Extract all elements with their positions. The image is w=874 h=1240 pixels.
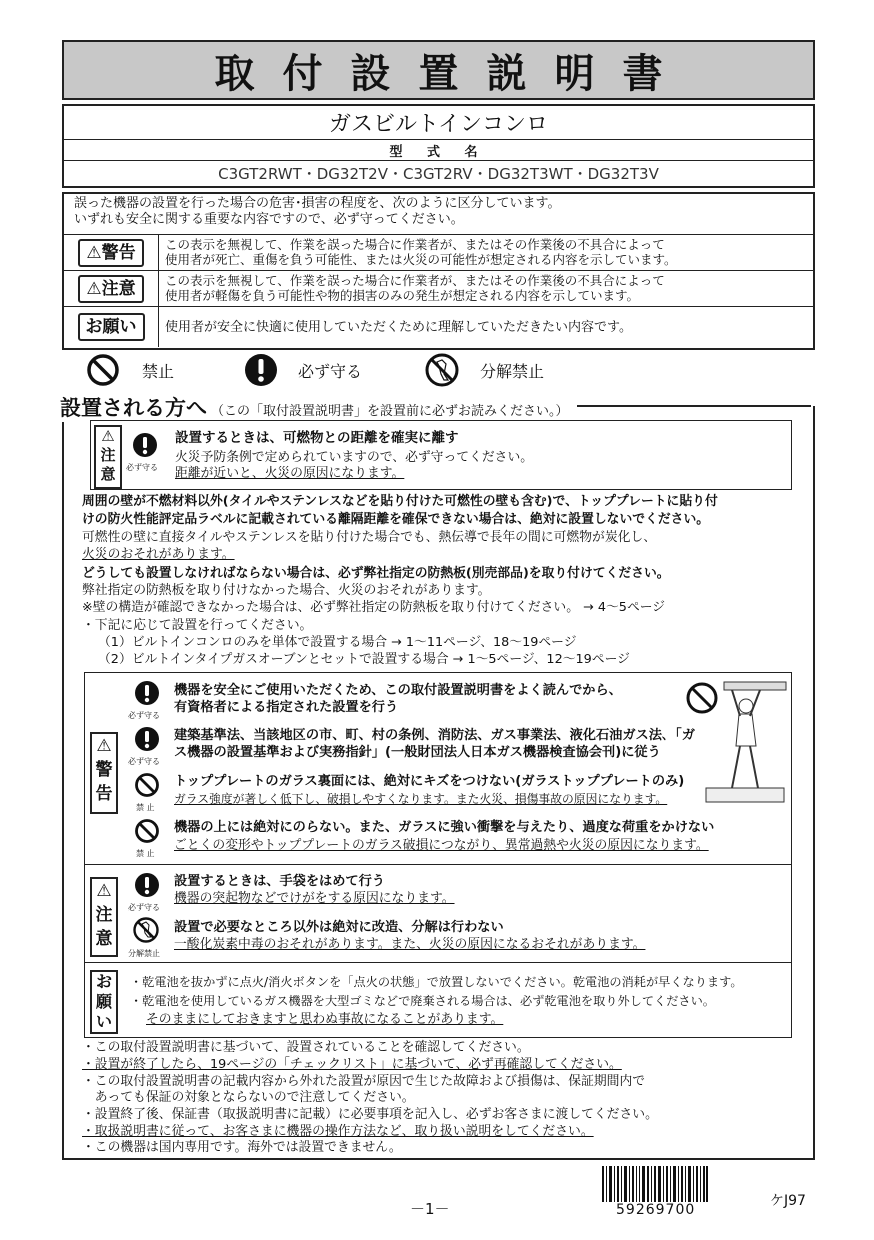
warning-3-line-1: トッププレートのガラス裏面には、絶対にキズをつけない(ガラストッププレートのみ) [174,774,685,789]
warning-label: ⚠警告 [78,239,143,267]
caution-vertical-label: ⚠ 注 意 [94,425,122,489]
prohibit-label: 禁止 [142,361,175,381]
footer-note-7: ・この機器は国内専用です。海外では設置できません。 [82,1140,402,1155]
divider [84,962,792,963]
document-title: 取付設置説明書 [214,50,691,97]
legend-row-caution: ⚠注意 この表示を無視して、作業を誤った場合に作業者が、またはその作業後の不具合によって 使用者が軽傷を負う可能性や物的損害のみの発生が想定される内容を示しています。 [64,270,813,306]
caution-line-2: 距離が近いと、火災の原因になります。 [175,466,405,481]
caution-heading: 設置するときは、可燃物との距離を確実に離す [175,430,459,446]
must-do-icon [244,353,278,387]
warning-1-line-2: 有資格者による指定された設置を行う [174,700,399,715]
model-list: C3GT2RWT・DG32T2V・C3GT2RV・DG32T3WT・DG32T3V [218,164,659,183]
must-do-icon [134,726,160,752]
legend-intro: 誤った機器の設置を行った場合の危害･損害の程度を、次のように区分しています。 いずれも安全に関する重要な内容ですので、必ず守ってください。 [74,196,561,227]
prohibit-icon [86,353,120,387]
document-title-box [62,40,815,100]
caution-2-item-2-line-2: 一酸化炭素中毒のおそれがあります。また、火災の原因になるおそれがあります。 [174,937,646,952]
footer-note-3: ・この取付設置説明書の記載内容から外れた設置が原因で生じた故障および損傷は、保証期間内で [82,1074,646,1089]
wall-note-bold-1: 周囲の壁が不燃材料以外(タイルやステンレスなどを貼り付けた可燃性の壁も含む)で、トッププレートに貼り付 [82,494,718,509]
no-disassembly-label: 分解禁止 [480,361,545,381]
request-line-1: ・乾電池を抜かずに点火/消火ボタンを「点火の状態」で放置しないでください。乾電池の消耗が早くなります。 [130,975,743,989]
install-guide-case-2: （2）ビルトインタイプガスオーブンとセットで設置する場合 → 1〜5ページ、12〜19ページ [98,652,630,667]
section-title: 設置される方へ （この「取付設置説明書」を設置前に必ずお読みください。） [60,392,577,422]
caution-vertical-label-2: ⚠ 注 意 [90,877,118,957]
must-do-label: 必ず守る [298,361,363,381]
product-name: ガスビルトインコンロ [64,106,813,140]
heat-shield-bold: どうしても設置しなければならない場合は、必ず弊社指定の防熱板(別売部品)を取り付けてください。 [82,566,670,581]
divider [84,864,792,865]
request-label: お願い [78,313,145,341]
footer-note-5: ・設置終了後、保証書（取扱説明書に記載）に必要事項を記入し、必ずお客さまに渡してください。 [82,1107,658,1122]
wall-note-line-4: 火災のおそれがあります。 [82,547,235,562]
warning-vertical-label: ⚠ 警 告 [90,732,118,814]
caution-2-item-1-line-1: 設置するときは、手袋をはめて行う [174,874,385,889]
symbol-legend [86,352,544,388]
wall-note-bold-2: けの防火性能評定品ラベルに記載されている離隔距離を確保できない場合は、絶対に設置しないでください。 [82,512,710,527]
barcode [602,1166,708,1202]
prohibit-icon [134,772,160,798]
must-do-icon [132,432,158,458]
no-disassembly-icon [424,352,460,388]
caution-label: ⚠注意 [78,275,143,303]
install-guide-intro: ・下記に応じて設置を行ってください。 [82,618,313,633]
caution-2-item-2-line-1: 設置で必要なところ以外は絶対に改造、分解は行わない [174,920,504,935]
request-line-2: ・乾電池を使用しているガス機器を大型ゴミなどで廃棄される場合は、必ず乾電池を取り外してください。 [130,994,715,1008]
footer-note-6: ・取扱説明書に従って、お客さまに機器の操作方法など、取り扱い説明をしてください。 [82,1124,594,1139]
wall-note-line-3: 可燃性の壁に直接タイルやステンレスを貼り付けた場合でも、熱伝導で長年の間に可燃物が炭化し、 [82,530,657,545]
model-label: 型 式 名 [64,140,813,161]
legend-row-request: お願い 使用者が安全に快適に使用していただくために理解していただきたい内容です。 [64,306,813,347]
must-do-caption: 必ず守る [126,463,158,472]
warning-4-line-1: 機器の上には絶対にのらない。また、ガラスに強い衝撃を与えたり、過度な荷重をかけない [174,820,715,835]
footer-note-2: ・設置が終了したら、19ページの「チェックリスト」に基づいて、必ず再確認してください。 [82,1057,622,1072]
prohibit-icon [134,818,160,844]
must-do-icon [134,680,160,706]
legend-row-warning: ⚠警告 この表示を無視して、作業を誤った場合に作業者が、またはその作業後の不具合によって 使用者が死亡、重傷を負う可能性、または火災の可能性が想定される内容を示しています。 [64,234,813,270]
wall-structure-note: ※壁の構造が確認できなかった場合は、必ず弊社指定の防熱板を取り付けてください。 → 4〜5ページ [82,600,666,615]
request-vertical-label: お 願 い [90,970,118,1034]
warning-2-line-2: ス機器の設置基準および実務指針」(一般財団法人日本ガス機器検査協会刊)に従う [174,745,661,760]
warning-4-line-2: ごとくの変形やトッププレートのガラス破損につながり、異常過熱や火災の原因になります。 [174,838,709,853]
warning-2-line-1: 建築基準法、当該地区の市、町、村の条例、消防法、ガス事業法、液化石油ガス法､「ガ [174,728,695,743]
person-on-counter-illustration [684,676,788,806]
hazard-legend [62,192,815,350]
warning-3-line-2: ガラス強度が著しく低下し、破損しやすくなります。また火災、損傷事故の原因になります。 [174,792,668,806]
page-number: －1－ [410,1200,450,1218]
document-code: ケJ97 [770,1193,806,1209]
warning-1-line-1: 機器を安全にご使用いただくため、この取付設置説明書をよく読んでから、 [174,683,622,698]
caution-line-1: 火災予防条例で定められていますので、必ず守ってください。 [175,450,534,465]
no-disassembly-icon [132,916,160,944]
request-line-3: そのままにしておきますと思わぬ事故になることがあります。 [146,1012,504,1027]
must-do-icon [134,872,160,898]
caution-2-item-1-line-2: 機器の突起物などでけがをする原因になります。 [174,891,455,906]
footer-note-4: あっても保証の対象とならないので注意してください。 [82,1090,415,1105]
product-box [62,104,815,188]
heat-shield-line: 弊社指定の防熱板を取り付けなかった場合、火災のおそれがあります。 [82,583,491,598]
footer-note-1: ・この取付設置説明書に基づいて、設置されていることを確認してください。 [82,1040,530,1055]
barcode-number: 59269700 [616,1202,696,1218]
install-guide-case-1: （1）ビルトインコンロのみを単体で設置する場合 → 1〜11ページ、18〜19ページ [98,635,577,650]
